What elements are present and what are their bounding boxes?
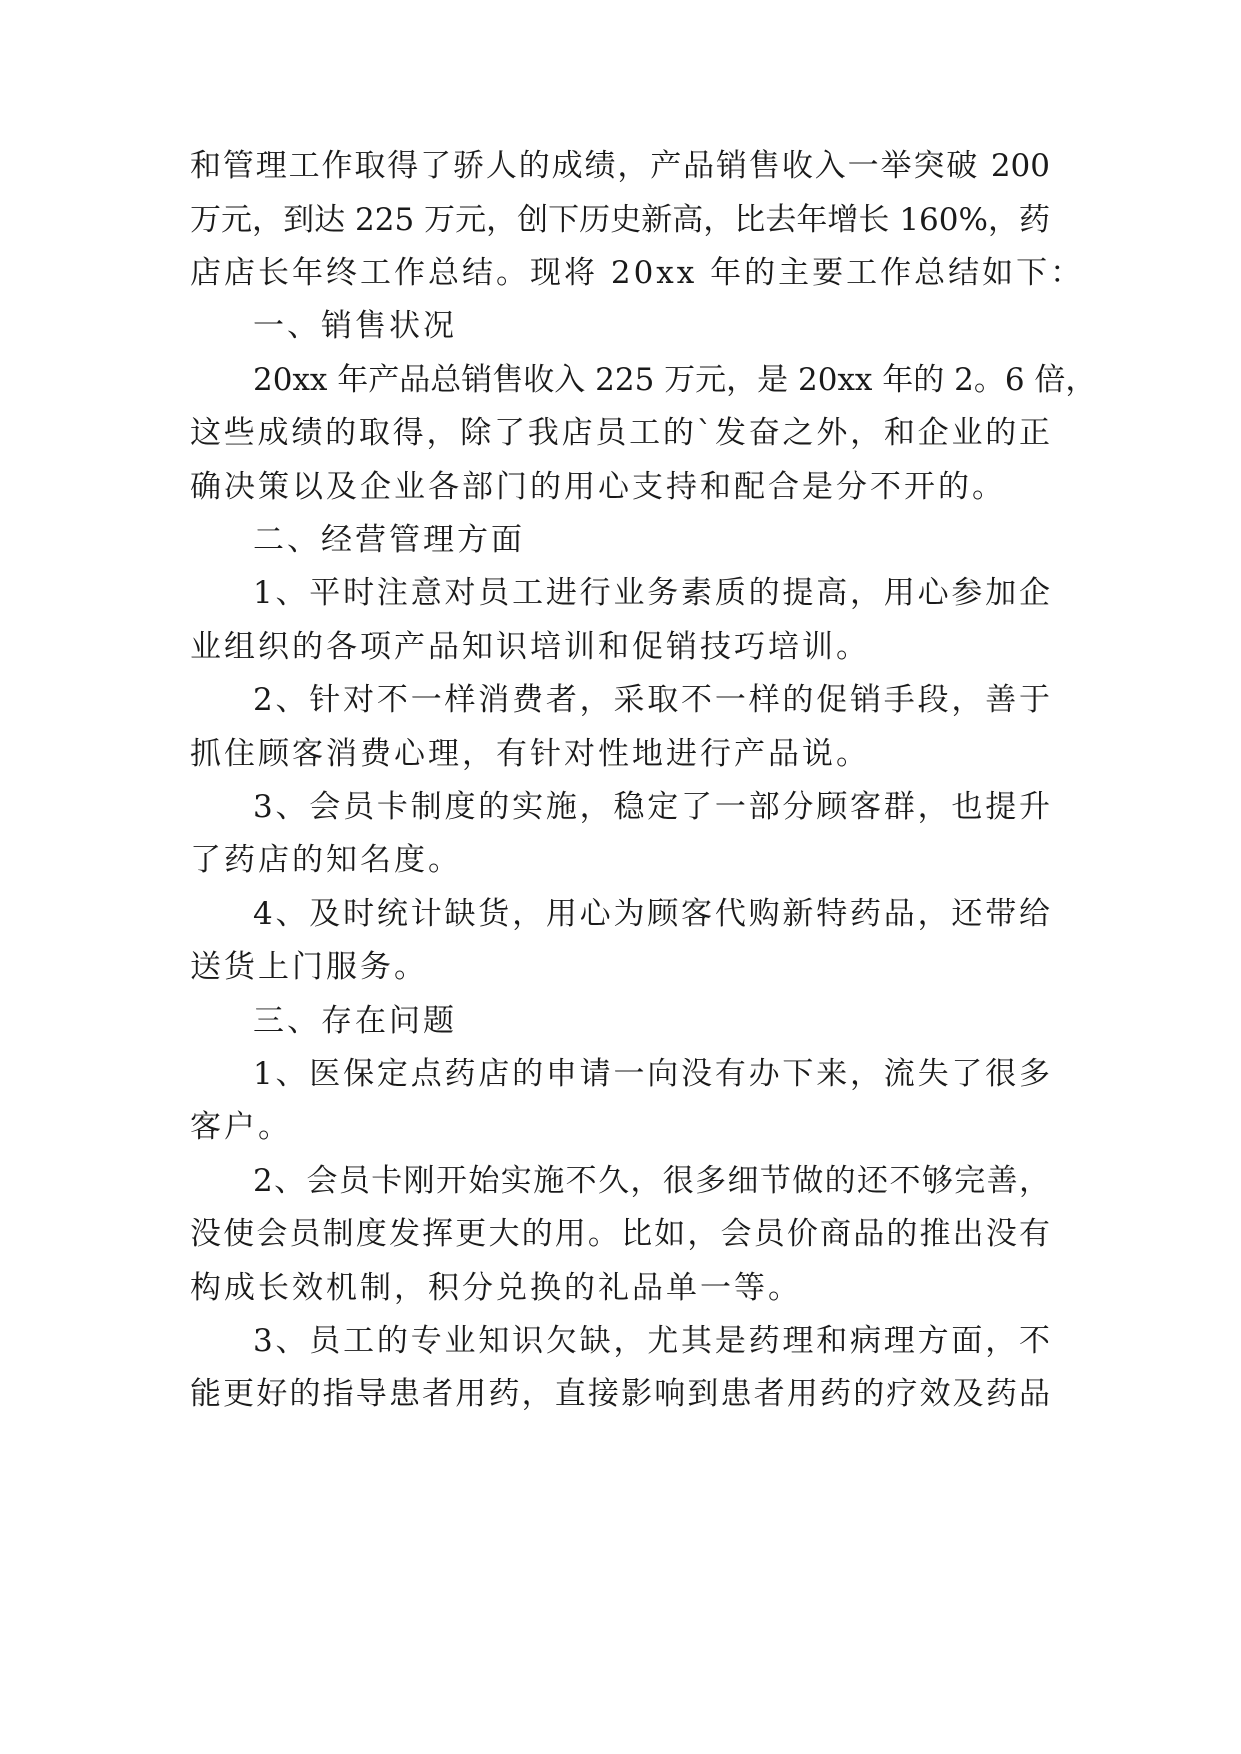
text-line: 2、会员卡刚开始实施不久，很多细节做的还不够完善， [253, 1163, 1050, 1199]
text-line: 构成长效机制，积分兑换的礼品单一等。 [190, 1270, 802, 1306]
text-line: 这些成绩的取得，除了我店员工的`发奋之外，和企业的正 [190, 415, 1050, 451]
text-line: 确决策以及企业各部门的用心支持和配合是分不开的。 [190, 469, 1006, 505]
text-line: 和管理工作取得了骄人的成绩，产品销售收入一举突破 200 [190, 148, 1050, 184]
text-line: 客户。 [190, 1109, 292, 1145]
text-line: 20xx 年产品总销售收入 225 万元，是 20xx 年的 2。6 倍， [253, 362, 1097, 398]
text-line: 店店长年终工作总结。现将 20xx 年的主要工作总结如下： [190, 255, 1085, 291]
text-line: 送货上门服务。 [190, 949, 428, 985]
text-line: 1、医保定点药店的申请一向没有办下来，流失了很多 [253, 1056, 1050, 1092]
text-line: 1、平时注意对员工进行业务素质的提高，用心参加企 [253, 575, 1050, 611]
text-line: 2、针对不一样消费者，采取不一样的促销手段，善于 [253, 682, 1050, 718]
text-line: 没使会员制度发挥更大的用。比如，会员价商品的推出没有 [190, 1216, 1050, 1252]
text-line: 3、会员卡制度的实施，稳定了一部分顾客群，也提升 [253, 789, 1050, 825]
section-heading-sales: 一、销售状况 [253, 308, 457, 344]
text-line: 业组织的各项产品知识培训和促销技巧培训。 [190, 629, 870, 665]
text-line: 了药店的知名度。 [190, 842, 462, 878]
text-line: 万元，到达 225 万元，创下历史新高，比去年增长 160%，药 [190, 202, 1050, 238]
section-heading-problems: 三、存在问题 [253, 1003, 457, 1039]
text-line: 4、及时统计缺货，用心为顾客代购新特药品，还带给 [253, 896, 1050, 932]
text-line: 能更好的指导患者用药，直接影响到患者用药的疗效及药品 [190, 1376, 1050, 1412]
text-line: 抓住顾客消费心理，有针对性地进行产品说。 [190, 736, 870, 772]
section-heading-management: 二、经营管理方面 [253, 522, 525, 558]
text-line: 3、员工的专业知识欠缺，尤其是药理和病理方面，不 [253, 1323, 1050, 1359]
